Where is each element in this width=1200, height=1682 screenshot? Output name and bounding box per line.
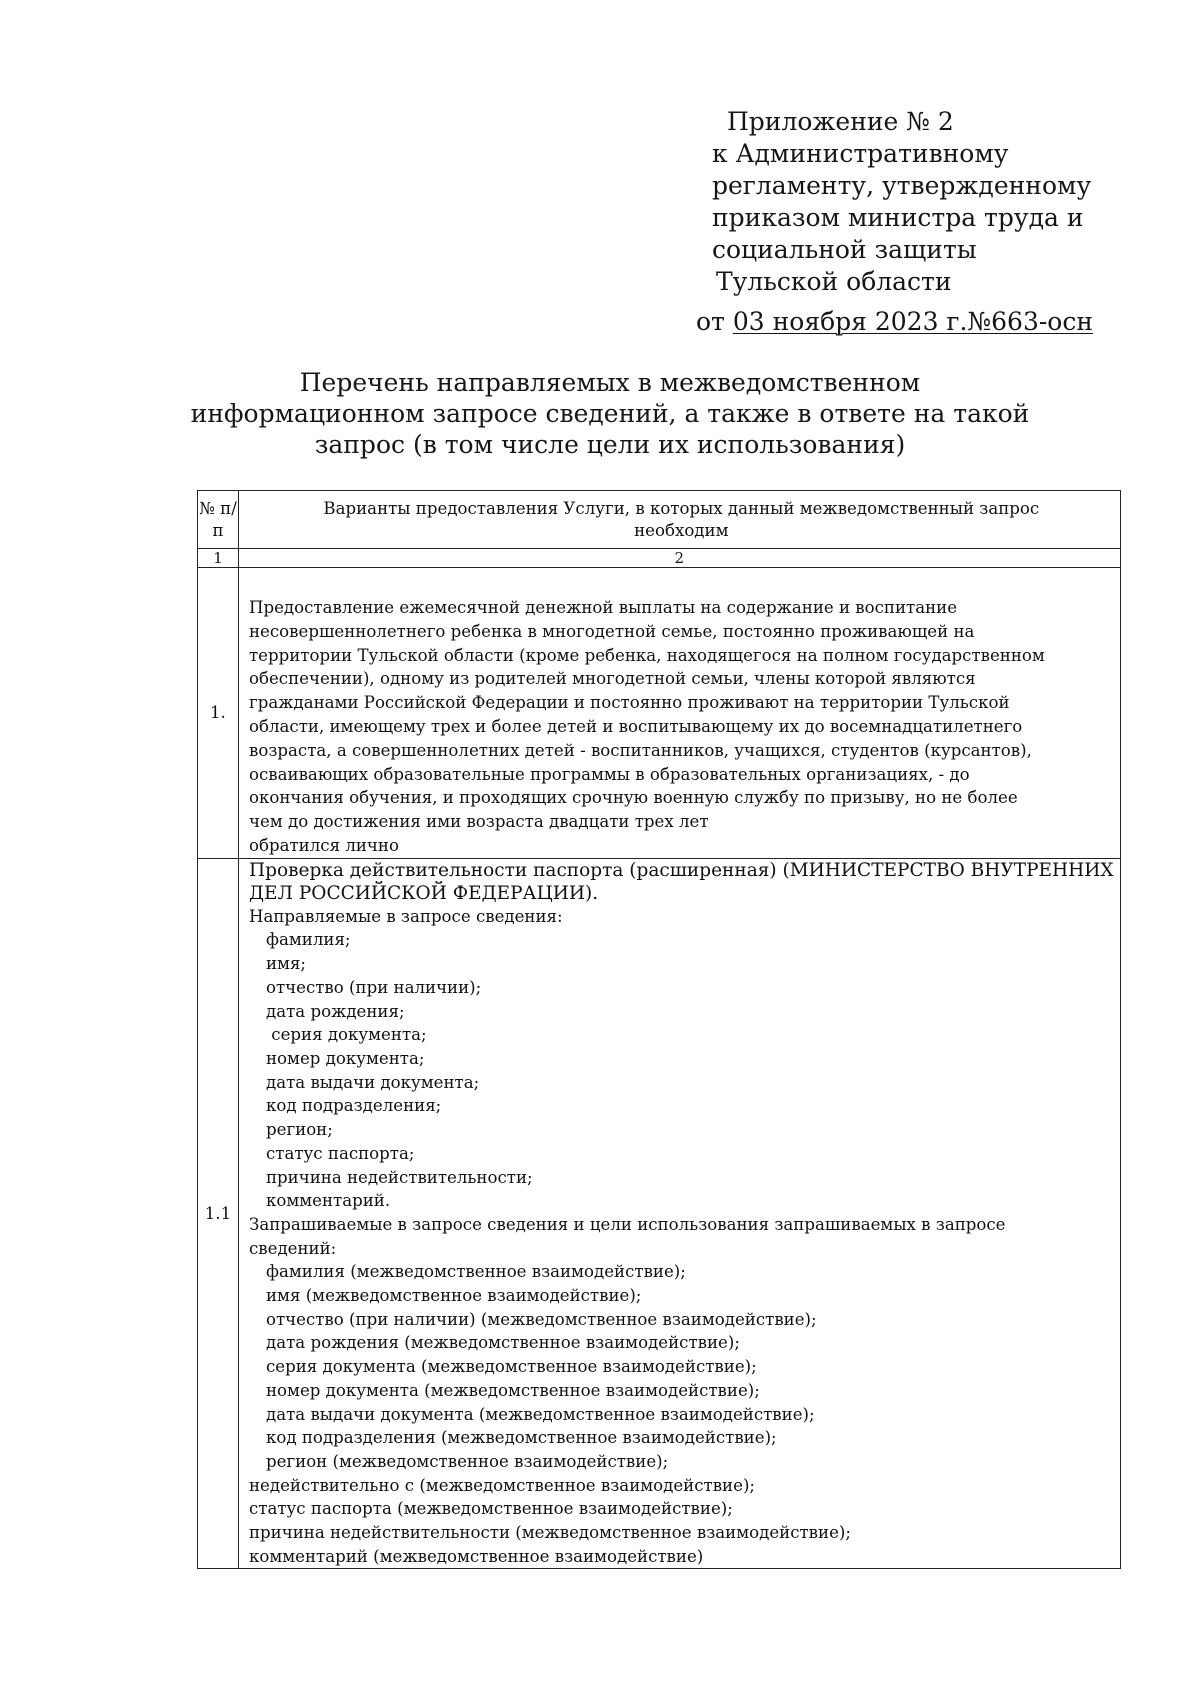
appendix-line: к Административному xyxy=(712,139,1009,168)
sent-item: регион; xyxy=(266,1120,333,1140)
document-title: Перечень направляемых в межведомственном информационном запросе сведений, а также в ответе на такой запрос (в том числе цели их использования) xyxy=(190,368,1030,459)
header-text-cell xyxy=(239,491,1121,549)
sent-item: причина недействительности; xyxy=(266,1167,533,1187)
table-row xyxy=(198,568,1121,859)
row-text-line: возраста, а совершеннолетних детей - воспитанников, учащихся, студентов (курсантов), xyxy=(249,740,1032,760)
requested-item: фамилия (межведомственное взаимодействие); xyxy=(266,1262,686,1282)
order-prefix: от xyxy=(696,307,725,336)
request-title-line: Проверка действительности паспорта (расширенная) (МИНИСТЕРСТВО ВНУТРЕННИХ xyxy=(249,859,1114,881)
appendix-line: приказом министра труда и xyxy=(712,203,1084,232)
order-date: 03 ноября 2023 г. xyxy=(732,307,968,336)
row-text-line: гражданами Российской Федерации и постоянно проживают на территории Тульской xyxy=(249,693,1010,713)
appendix-line: социальной защиты xyxy=(712,235,977,264)
requested-item: статус паспорта (межведомственное взаимодействие); xyxy=(249,1499,733,1519)
requested-item: регион (межведомственное взаимодействие); xyxy=(266,1451,669,1471)
row-text-line: обратился лично xyxy=(249,835,399,855)
request-title-line: ДЕЛ РОССИЙСКОЙ ФЕДЕРАЦИИ). xyxy=(249,882,599,904)
appendix-line: Приложение № 2 xyxy=(727,107,954,136)
row-number-cell: 1. xyxy=(198,568,239,859)
requested-heading-line: сведений: xyxy=(249,1238,337,1258)
row-text-line: области, имеющему трех и более детей и воспитывающему их до восемнадцатилетнего xyxy=(249,716,1023,736)
order-reference xyxy=(696,306,1093,338)
requested-item: дата выдачи документа (межведомственное взаимодействие); xyxy=(266,1404,815,1424)
header-num-cell xyxy=(198,491,239,549)
row-text-cell xyxy=(239,858,1121,1569)
requested-item: отчество (при наличии) (межведомственное взаимодействие); xyxy=(266,1309,817,1329)
requested-item: код подразделения (межведомственное взаимодействие); xyxy=(266,1428,777,1448)
appendix-line: Тульской области xyxy=(716,267,952,296)
requested-item: серия документа (межведомственное взаимодействие); xyxy=(266,1357,757,1377)
requested-item: номер документа (межведомственное взаимодействие); xyxy=(266,1380,760,1400)
row-text-line: осваивающих образовательные программы в образовательных организациях, - до xyxy=(249,764,970,784)
requested-item: причина недействительности (межведомственное взаимодействие); xyxy=(249,1523,851,1543)
sent-item: серия документа; xyxy=(266,1025,427,1045)
requested-item: дата рождения (межведомственное взаимодействие); xyxy=(266,1333,740,1353)
header-text-label: Варианты предоставления Услуги, в которых данный межведомственный запрос необходим xyxy=(323,498,1040,540)
row-text-cell xyxy=(239,568,1121,859)
sent-item: отчество (при наличии); xyxy=(266,977,482,997)
column-number-row xyxy=(198,549,1121,568)
row-text-line: обеспечении), одному из родителей многодетной семьи, члены которой являются xyxy=(249,669,976,689)
row-text-line: чем до достижения ими возраста двадцати трех лет xyxy=(249,812,709,832)
appendix-line: регламенту, утвержденному xyxy=(712,171,1092,200)
requested-item: недействительно с (межведомственное взаимодействие); xyxy=(249,1475,756,1495)
sent-item: комментарий. xyxy=(266,1191,391,1211)
column-number-1: 1 xyxy=(198,549,239,568)
header-num-label: № п/п xyxy=(199,498,237,540)
row-text-line: территории Тульской области (кроме ребенка, находящегося на полном государственном xyxy=(249,645,1045,665)
requested-heading-line: Запрашиваемые в запросе сведения и цели использования запрашиваемых в запросе xyxy=(249,1214,1006,1234)
sent-item: имя; xyxy=(266,954,307,974)
sent-item: дата выдачи документа; xyxy=(266,1072,480,1092)
row-text-line: окончания обучения, и проходящих срочную военную службу по призыву, но не более xyxy=(249,788,1018,808)
table-row xyxy=(198,858,1121,1569)
requested-item: имя (межведомственное взаимодействие); xyxy=(266,1286,642,1306)
info-request-table xyxy=(197,490,1121,1569)
sent-item: статус паспорта; xyxy=(266,1143,415,1163)
row-text-line: несовершеннолетнего ребенка в многодетной семье, постоянно проживающей на xyxy=(249,621,975,641)
table-header-row xyxy=(198,491,1121,549)
sent-item: фамилия; xyxy=(266,930,351,950)
requested-item: комментарий (межведомственное взаимодействие) xyxy=(249,1546,704,1566)
row-text-line: Предоставление ежемесячной денежной выплаты на содержание и воспитание xyxy=(249,598,958,617)
sent-item: дата рождения; xyxy=(266,1001,405,1021)
order-number: №663-осн xyxy=(967,307,1094,336)
sent-item: код подразделения; xyxy=(266,1096,442,1116)
sent-heading: Направляемые в запросе сведения: xyxy=(249,906,563,926)
sent-item: номер документа; xyxy=(266,1048,425,1068)
row-number-cell: 1.1 xyxy=(198,858,239,1569)
appendix-block xyxy=(696,106,1094,336)
column-number-2: 2 xyxy=(239,549,1121,568)
